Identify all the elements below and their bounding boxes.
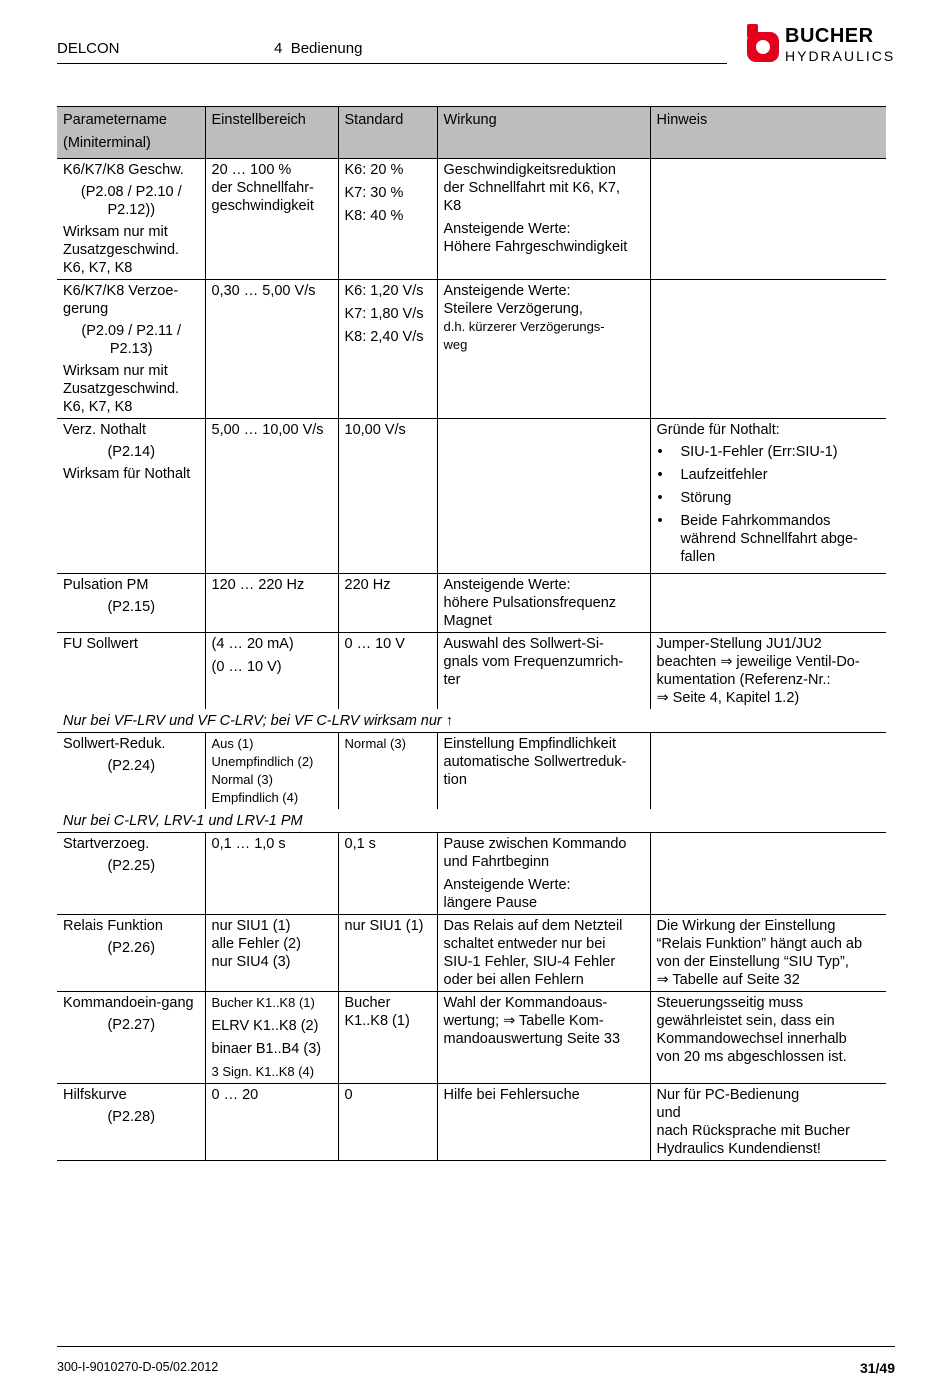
logo-word-bottom: HYDRAULICS [785, 48, 896, 64]
table-row [57, 280, 886, 419]
table-note-row [57, 809, 886, 833]
effect-cell [437, 419, 650, 574]
standard-cell: 10,00 V/s [338, 419, 437, 574]
hint-cell [650, 733, 886, 810]
header-einstellbereich: Einstellbereich [205, 107, 338, 159]
standard-cell: nur SIU1 (1) [338, 915, 437, 992]
param-cell: FU Sollwert [63, 636, 138, 652]
list-item: • SIU-1-Fehler (Err:SIU-1) [657, 443, 882, 461]
header-standard: Standard [338, 107, 437, 159]
table-header-row [57, 107, 886, 159]
range-cell: Bucher K1..K8 (1) ELRV K1..K8 (2) binaer B1..B4 (3) 3 Sign. K1..K8 (4) [205, 992, 338, 1084]
header-wirkung: Wirkung [437, 107, 650, 159]
hint-cell [650, 159, 886, 280]
param-cell: Hilfskurve (P2.28) [57, 1084, 205, 1161]
standard-cell: K6: 20 % K7: 30 % K8: 40 % [338, 159, 437, 280]
standard-cell: 0,1 s [338, 833, 437, 915]
range-cell: 20 … 100 % der Schnellfahr- geschwindigkeit [205, 159, 338, 280]
hint-cell: Steuerungsseitig muss gewährleistet sein, dass ein Kommandowechsel innerhalb von 20 ms abgeschlossen ist. [650, 992, 886, 1084]
effect-cell: Ansteigende Werte: höhere Pulsationsfrequenz Magnet [437, 574, 650, 633]
hint-cell [650, 833, 886, 915]
table-row [57, 733, 886, 810]
table-row [57, 159, 886, 280]
effect-cell: Wahl der Kommandoaus- wertung; ⇒ Tabelle Kom- mandoauswertung Seite 33 [437, 992, 650, 1084]
param-cell: K6/K7/K8 Geschw. (P2.08 / P2.10 / P2.12)) Wirksam nur mit Zusatzgeschwind. K6, K7, K8 [57, 159, 205, 280]
param-cell: Kommandoein-gang (P2.27) [57, 992, 205, 1084]
table-row [57, 419, 886, 574]
standard-cell: 220 Hz [338, 574, 437, 633]
table-row [57, 833, 886, 915]
effect-cell: Einstellung Empfindlichkeit automatische Sollwertreduk- tion [437, 733, 650, 810]
effect-cell: Ansteigende Werte: Steilere Verzögerung, d.h. kürzerer Verzögerungs- weg [437, 280, 650, 419]
hint-cell [650, 280, 886, 419]
param-cell: Verz. Nothalt (P2.14) Wirksam für Nothalt [57, 419, 205, 574]
footer-rule [57, 1346, 895, 1347]
range-cell: 0,1 … 1,0 s [205, 833, 338, 915]
standard-cell: 0 [338, 1084, 437, 1161]
header-hinweis: Hinweis [650, 107, 886, 159]
table-row [57, 1084, 886, 1161]
hint-cell: Die Wirkung der Einstellung “Relais Funktion” hängt auch ab von der Einstellung “SIU Typ”, ⇒ Tabelle auf Seite 32 [650, 915, 886, 992]
range-cell: nur SIU1 (1) alle Fehler (2) nur SIU4 (3) [205, 915, 338, 992]
range-cell: Aus (1) Unempfindlich (2) Normal (3) Empfindlich (4) [205, 733, 338, 810]
standard-cell: 0 … 10 V [338, 633, 437, 710]
effect-cell: Pause zwischen Kommando und Fahrtbeginn Ansteigende Werte: längere Pause [437, 833, 650, 915]
range-cell: 5,00 … 10,00 V/s [205, 419, 338, 574]
hint-cell [650, 574, 886, 633]
table-note: Nur bei VF-LRV und VF C-LRV; bei VF C-LRV wirksam nur ↑ [57, 709, 886, 733]
chapter-title: Bedienung [290, 40, 363, 57]
table-row [57, 992, 886, 1084]
list-item: • Beide Fahrkommandos während Schnellfahrt abge-fallen [657, 512, 882, 566]
header-rule [57, 63, 727, 64]
hint-cell: Nur für PC-Bedienung und nach Rücksprache mit Bucher Hydraulics Kundendienst! [650, 1084, 886, 1161]
standard-cell: Bucher K1..K8 (1) [338, 992, 437, 1084]
list-item: • Laufzeitfehler [657, 466, 882, 484]
table-row [57, 633, 886, 710]
standard-cell: Normal (3) [338, 733, 437, 810]
param-cell: Relais Funktion (P2.26) [57, 915, 205, 992]
logo-word-top: BUCHER [785, 25, 874, 47]
header-chapter [274, 40, 362, 57]
table-note: Nur bei C-LRV, LRV-1 und LRV-1 PM [57, 809, 886, 833]
effect-cell: Hilfe bei Fehlersuche [437, 1084, 650, 1161]
parameter-table [57, 106, 886, 1161]
table-note-row [57, 709, 886, 733]
bucher-logo [745, 22, 905, 66]
bucher-logo-mark-icon [745, 22, 781, 64]
hint-cell: Gründe für Nothalt: • SIU-1-Fehler (Err:SIU-1) • Laufzeitfehler • Störung • Beide Fahrkommandos während Schnellfahrt abge-fallen [650, 419, 886, 574]
header-parametername: Parametername (Miniterminal) [57, 107, 205, 159]
table-row [57, 574, 886, 633]
effect-cell: Geschwindigkeitsreduktion der Schnellfahrt mit K6, K7, K8 Ansteigende Werte: Höhere Fahrgeschwindigkeit [437, 159, 650, 280]
hint-bullet-list [657, 443, 882, 566]
range-cell: 0,30 … 5,00 V/s [205, 280, 338, 419]
range-cell: 120 … 220 Hz [205, 574, 338, 633]
effect-cell: Auswahl des Sollwert-Si- gnals vom Frequenzumrich- ter [437, 633, 650, 710]
chapter-number: 4 [274, 40, 283, 57]
range-cell: (4 … 20 mA) (0 … 10 V) [205, 633, 338, 710]
param-cell: Startverzoeg. (P2.25) [57, 833, 205, 915]
page-number: 31/49 [859, 1360, 895, 1376]
param-cell: K6/K7/K8 Verzoe-gerung (P2.09 / P2.11 / P2.13) Wirksam nur mit Zusatzgeschwind. K6, K7, K8 [57, 280, 205, 419]
standard-cell: K6: 1,20 V/s K7: 1,80 V/s K8: 2,40 V/s [338, 280, 437, 419]
hint-cell: Jumper-Stellung JU1/JU2 beachten ⇒ jeweilige Ventil-Do- kumentation (Referenz-Nr.: ⇒ Seite 4, Kapitel 1.2) [650, 633, 886, 710]
effect-cell: Das Relais auf dem Netzteil schaltet entweder nur bei SIU-1 Fehler, SIU-4 Fehler oder bei allen Fehlern [437, 915, 650, 992]
list-item: • Störung [657, 489, 882, 507]
range-cell: 0 … 20 [205, 1084, 338, 1161]
header-product: DELCON [57, 40, 120, 57]
table-row [57, 915, 886, 992]
document-id: 300-I-9010270-D-05/02.2012 [57, 1360, 219, 1374]
param-cell: Sollwert-Reduk. (P2.24) [63, 736, 166, 774]
param-cell: Pulsation PM (P2.15) [57, 574, 205, 633]
